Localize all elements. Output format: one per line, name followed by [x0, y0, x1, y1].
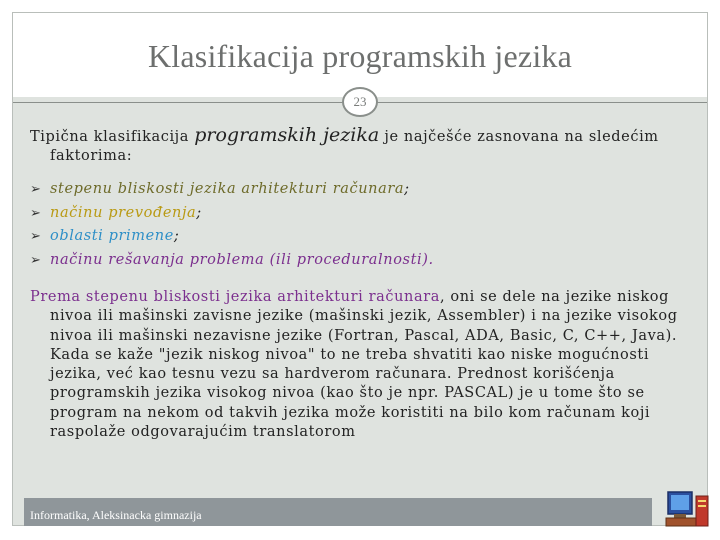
intro-text: [30, 126, 690, 166]
list-item: [30, 204, 690, 228]
paragraph-rest: , oni se dele na jezike niskog nivoa ili mašinski zavisne jezike (mašinski jezik, Assembler) i na jezike visokog nivoa ili mašinski nezavisne jezike (Fortran, Pascal, ADA, Basic, C, C++, Java). Kada se kaže "jezik niskog nivoa" to ne treba shvatiti kao niske mogućnosti jezika, već kao tesnu vezu sa hardverom računara. Prednost korišćenja programskih jezika visokog nivoa (kao što je npr. PASCAL) je u tome što se program na nekom od takvih jezika može koristiti na bilo kom računam koji raspolaže odgovarajućim translatorom: [50, 289, 678, 441]
list-item: [30, 251, 690, 275]
list-item: [30, 227, 690, 251]
arrow-bullet-icon: ➢: [30, 182, 42, 197]
bullet-text: stepenu bliskosti jezika arhitekturi računara: [50, 181, 405, 197]
computer-icon: [664, 490, 710, 530]
slide-title: Klasifikacija programskih jezika: [147, 38, 573, 74]
footer-text: Informatika, Aleksinacka gimnazija: [30, 508, 202, 522]
page-number-badge: 23: [342, 87, 378, 117]
factor-list: [30, 180, 690, 274]
bullet-suffix: ;: [173, 228, 180, 244]
arrow-bullet-icon: ➢: [30, 229, 42, 244]
paragraph-highlight: Prema stepenu bliskosti jezika arhitekturi računara: [30, 289, 440, 305]
bullet-text: načinu prevođenja: [50, 204, 197, 221]
bullet-text: načinu rešavanja problema (ili proceduralnosti).: [50, 251, 434, 268]
bullet-suffix: ;: [196, 204, 202, 221]
list-item: [30, 180, 690, 204]
bullet-suffix: ;: [404, 181, 410, 197]
arrow-bullet-icon: ➢: [30, 252, 42, 268]
intro-emphasis: programskih jezika: [194, 124, 380, 146]
slide-content: [30, 126, 690, 442]
intro-part1: Tipična klasifikacija: [30, 129, 195, 145]
arrow-bullet-icon: ➢: [30, 205, 42, 221]
body-paragraph: [30, 288, 690, 442]
bullet-text: oblasti primene: [50, 228, 174, 244]
intro-part2: je najčešće zasnovana na sledećim faktorima:: [50, 129, 659, 164]
